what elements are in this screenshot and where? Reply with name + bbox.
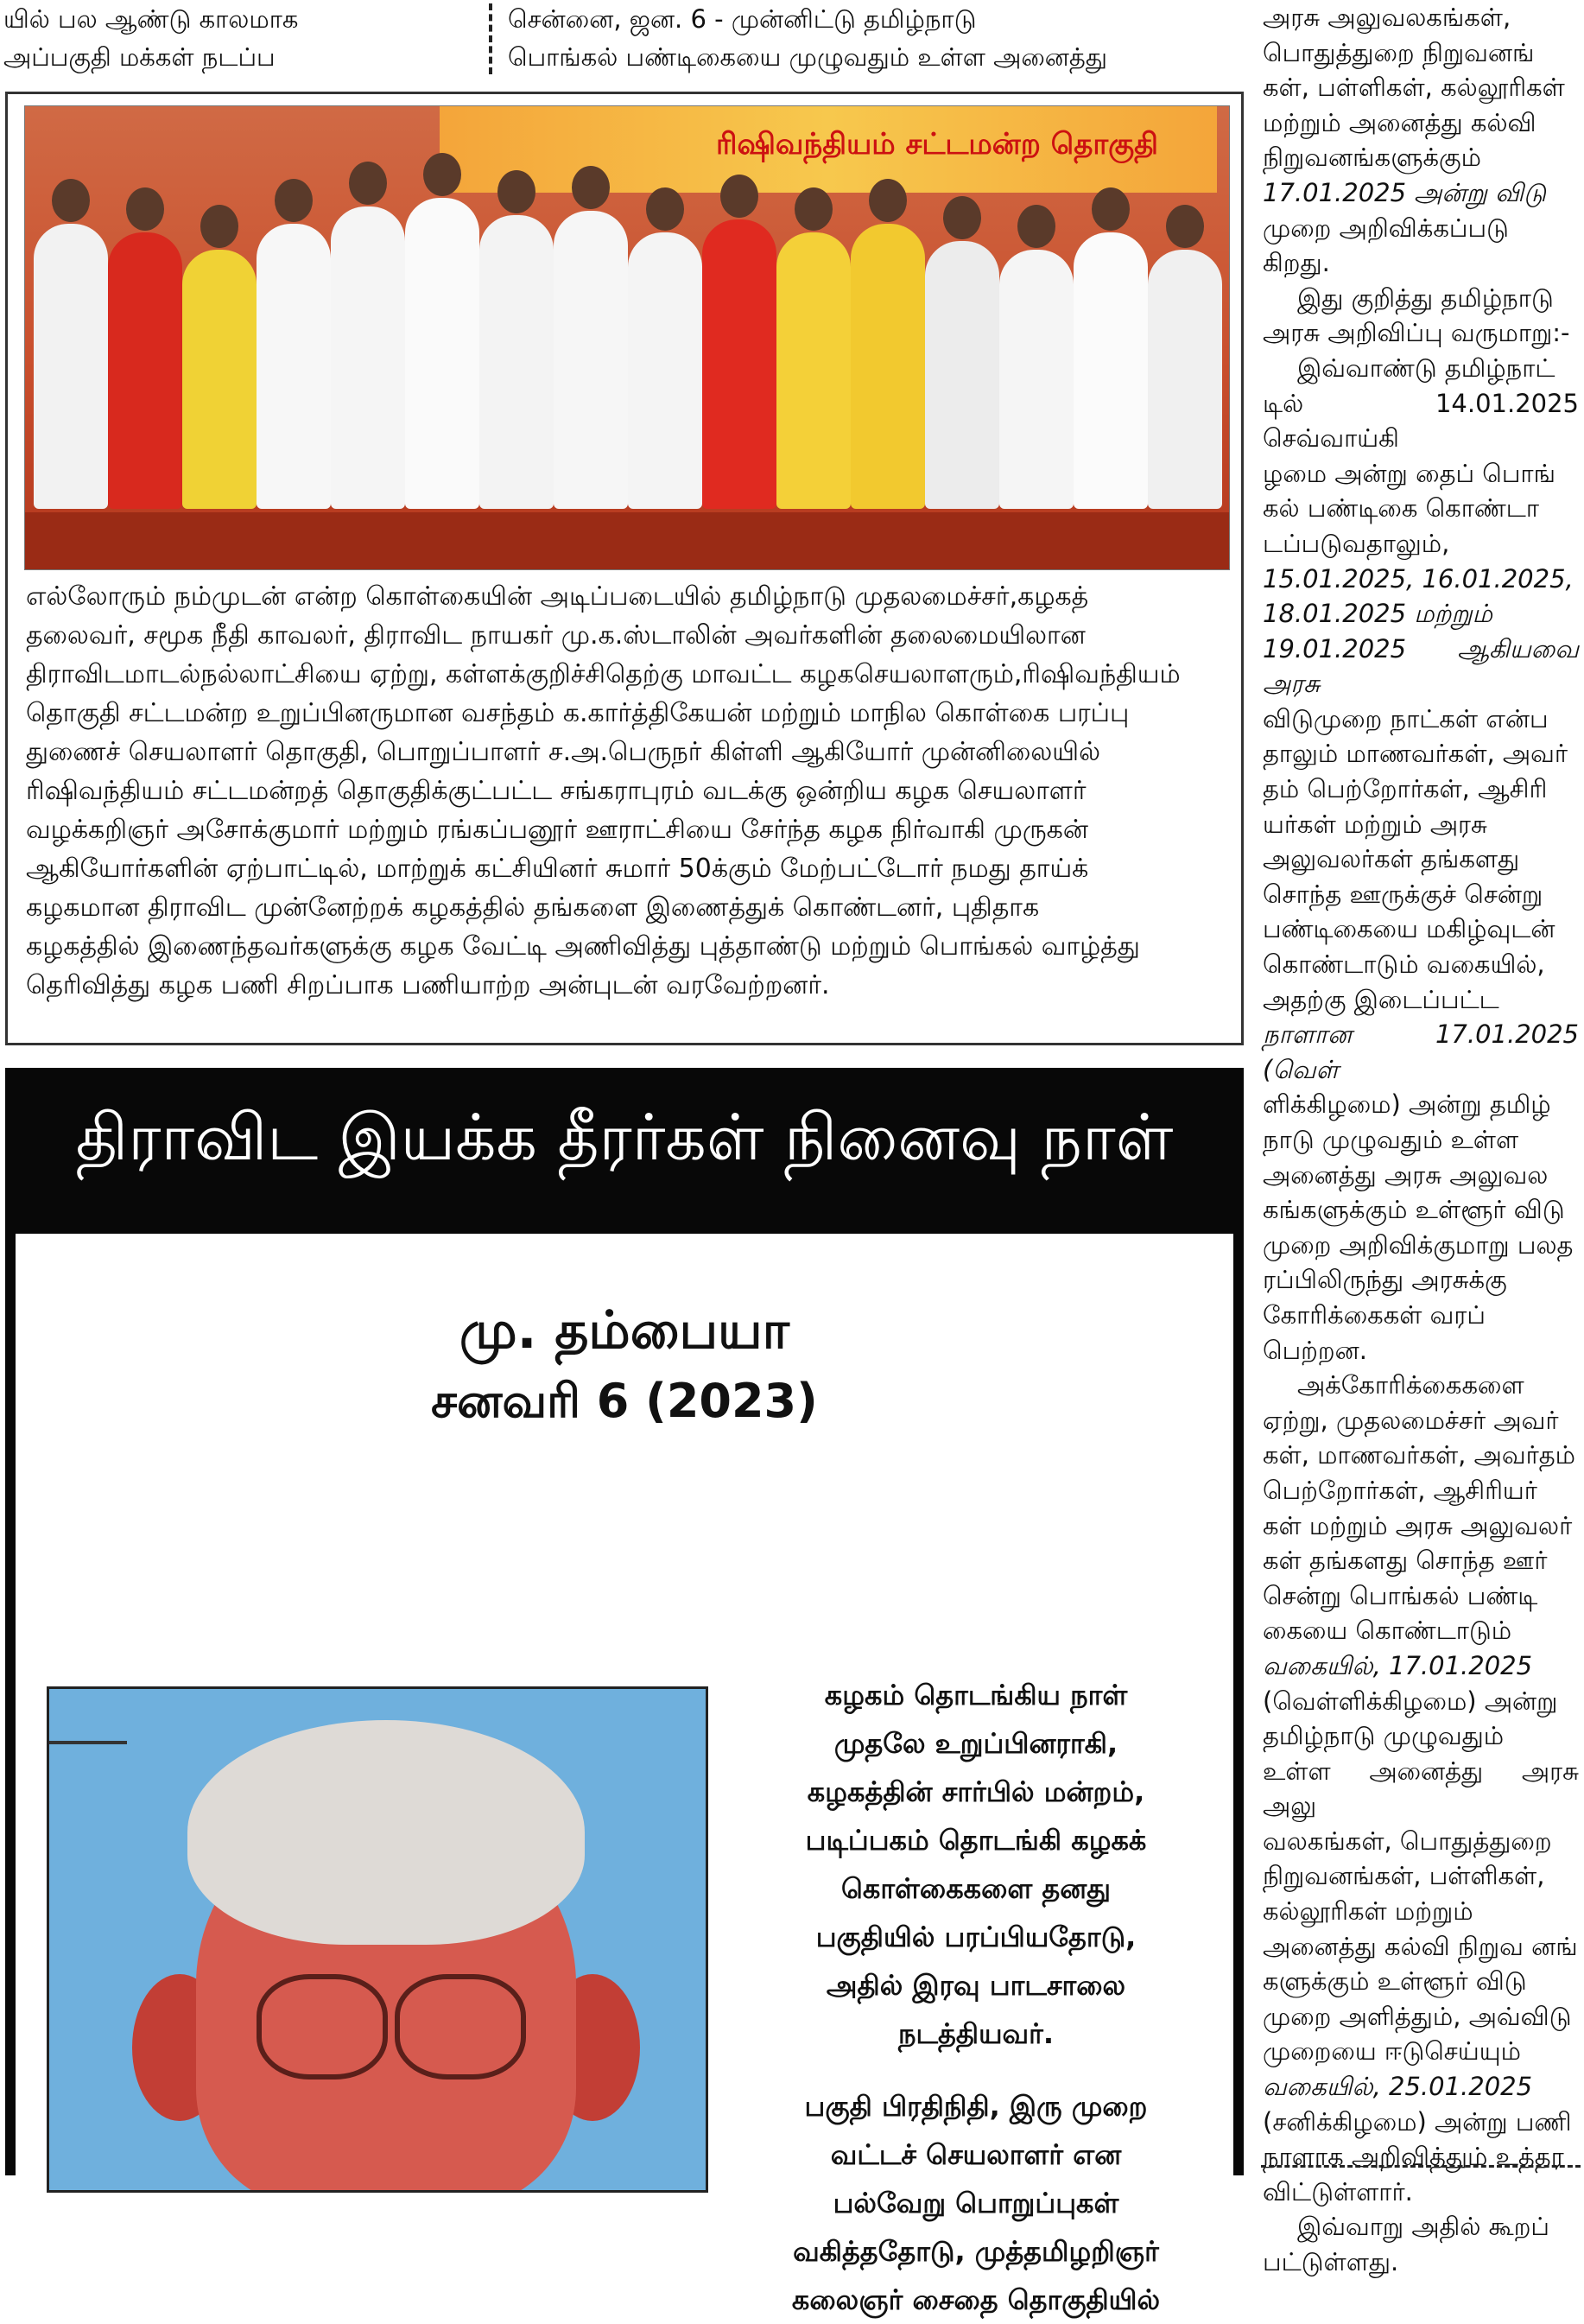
person-figure <box>1074 232 1148 509</box>
text-line: (சனிக்கிழமை) அன்று பணி <box>1263 2106 1572 2137</box>
caption-line: ரிஷிவந்தியம் சட்டமன்றத் தொகுதிக்குட்பட்ட சங்கராபுரம் வடக்கு ஒன்றிய கழக செயலாளர் <box>26 776 1087 806</box>
text-line: 18.01.2025 மற்றும் <box>1263 599 1492 629</box>
caption-line: கழகமான திராவிட முன்னேற்றக் கழகத்தில் தங்களை இணைத்துக் கொண்டனர், புதிதாக <box>26 892 1040 923</box>
text-line: 17.01.2025 அன்று விடு <box>1263 177 1546 207</box>
text-line: நாடு முழுவதும் உள்ள <box>1263 1125 1519 1154</box>
text-line: அனைத்து அரசு அலுவல <box>1263 1159 1549 1190</box>
person-figure <box>776 232 851 509</box>
caption-line: தலைவர், சமூக நீதி காவலர், திராவிட நாயகர் மு.க.ஸ்டாலின் அவர்களின் தலைமையிலான <box>26 620 1086 651</box>
top-middle-text-fragment <box>508 0 1242 76</box>
text-line: உள்ள அனைத்து அரசு அலு <box>1263 1756 1579 1821</box>
text-line: அனைத்து கல்வி நிறுவ னங் <box>1263 1931 1578 1961</box>
photo-stage <box>25 512 1229 569</box>
bio-line: அதில் இரவு பாடசாலை <box>826 1969 1126 2002</box>
caption-line: கழகத்தில் இணைந்தவர்களுக்கு கழக வேட்டி அணிவித்து புத்தாண்டு மற்றும் பொங்கல் வாழ்த்து <box>26 931 1140 962</box>
text-line: இவ்வாண்டு தமிழ்நாட் <box>1297 352 1555 383</box>
photo-caption <box>26 577 1235 1005</box>
bio-line: கழகத்தின் சார்பில் மன்றம், <box>807 1775 1145 1808</box>
caption-line: எல்லோரும் நம்முடன் என்ற கொள்கையின் அடிப்படையில் தமிழ்நாடு முதலமைச்சர்,கழகத் <box>26 581 1089 612</box>
bio-line: வகித்ததோடு, முத்தமிழறிஞர் <box>793 2235 1159 2268</box>
bio-line: முதலே உறுப்பினராகி, <box>833 1727 1118 1760</box>
caption-line: வழக்கறிஞர் அசோக்குமார் மற்றும் ரங்கப்பனூர் ஊராட்சியை சேர்ந்த கழக நிர்வாகி முருகன் <box>26 815 1088 845</box>
text-line: சென்னை, ஜன. 6 - முன்னிட்டு தமிழ்நாடு <box>508 4 977 34</box>
text-line: அலுவலர்கள் தங்களது <box>1263 844 1520 874</box>
bio-line: பல்வேறு பொறுப்புகள் <box>833 2187 1119 2219</box>
person-figure <box>257 224 331 509</box>
text-line: கிறது. <box>1263 248 1330 278</box>
memorial-date: சனவரி 6 (2023) <box>431 1374 818 1428</box>
text-line: விட்டுள்ளார். <box>1263 2176 1413 2207</box>
text-line: இது குறித்து தமிழ்நாடு <box>1297 283 1554 313</box>
person-figure <box>702 219 776 509</box>
text-line: முறை அறிவிக்குமாறு பலத <box>1263 1229 1574 1260</box>
person-figure <box>182 250 257 509</box>
text-line: நிறுவனங்கள், பள்ளிகள், <box>1263 1861 1545 1891</box>
memorial-portrait <box>47 1686 708 2193</box>
text-line: மற்றும் அனைத்து கல்வி <box>1263 107 1536 137</box>
text-line: கையை கொண்டாடும் <box>1263 1616 1512 1646</box>
person-figure <box>925 241 999 509</box>
person-figure <box>479 215 554 509</box>
caption-line: தொகுதி சட்டமன்ற உறுப்பினருமான வசந்தம் க.கார்த்திகேயன் மற்றும் மாநில கொள்கை பரப்பு <box>26 698 1130 728</box>
text-line: நாளான 17.01.2025 (வெள் <box>1263 1019 1579 1084</box>
text-line: முறை அளித்தும், அவ்விடு <box>1263 2001 1572 2031</box>
text-line: நாளாக அறிவித்தும் உத்தர <box>1263 2142 1564 2172</box>
bio-line: வட்டச் செயலாளர் என <box>830 2138 1122 2171</box>
bio-line: பகுதியில் பரப்பியதோடு, <box>815 1921 1137 1953</box>
text-line: சென்று பொங்கல் பண்டி <box>1263 1580 1538 1610</box>
right-news-column <box>1263 0 1579 2280</box>
text-line: (வெள்ளிக்கிழமை) அன்று <box>1263 1686 1558 1716</box>
text-line: தாலும் மாணவர்கள், அவர் <box>1263 739 1568 769</box>
bio-line: படிப்பகம் தொடங்கி கழகக் <box>805 1824 1147 1857</box>
text-line: கோரிக்கைகள் வரப் <box>1263 1299 1486 1330</box>
bio-line: நடத்தியவர். <box>898 2017 1054 2050</box>
text-line: கொண்டாடும் வகையில், <box>1263 949 1545 980</box>
person-figure <box>331 206 405 509</box>
text-line: அப்பகுதி மக்கள் நடப்ப <box>3 42 276 72</box>
text-line: கள் தங்களது சொந்த ஊர் <box>1263 1546 1548 1576</box>
person-figure <box>628 232 702 509</box>
text-line: முறையை ஈடுசெய்யும் <box>1263 2036 1521 2067</box>
event-photo <box>24 105 1230 570</box>
caption-line: திராவிடமாடல்நல்லாட்சியை ஏற்று, கள்ளக்குறிச்சிதெற்கு மாவட்ட கழகசெயலாளரும்,ரிஷிவந்தியம் <box>26 659 1181 689</box>
person-figure <box>108 232 182 509</box>
text-line: டப்படுவதாலும், <box>1263 528 1450 558</box>
text-line: வகையில், 25.01.2025 <box>1263 2072 1533 2102</box>
text-line: பொங்கல் பண்டிகையை முழுவதும் உள்ள அனைத்து <box>508 42 1107 72</box>
column-divider <box>489 3 492 74</box>
text-line: ரப்பிலிருந்து அரசுக்கு <box>1263 1265 1507 1295</box>
text-line: அரசு அலுவலகங்கள், <box>1263 3 1511 32</box>
text-line: 15.01.2025, 16.01.2025, <box>1263 563 1574 594</box>
person-figure <box>999 250 1074 509</box>
bio-line: கழகம் தொடங்கிய நாள் <box>824 1679 1128 1711</box>
text-line: களுக்கும் உள்ளூர் விடு <box>1263 1966 1527 1997</box>
text-line: பண்டிகையை மகிழ்வுடன் <box>1263 914 1555 944</box>
text-line: பெற்றோர்கள், ஆசிரியர் <box>1263 1475 1537 1505</box>
text-line: ளிக்கிழமை) அன்று தமிழ் <box>1263 1089 1551 1120</box>
caption-line: ஆகியோர்களின் ஏற்பாட்டில், மாற்றுக் கட்சியினர் சுமார் 50க்கும் மேற்பட்டோர் நமது தாய்க் <box>26 854 1089 884</box>
text-line: இவ்வாறு அதில் கூறப் <box>1297 2212 1550 2242</box>
text-line: சொந்த ஊருக்குச் சென்று <box>1263 879 1543 909</box>
text-line: யர்கள் மற்றும் அரசு <box>1263 809 1487 839</box>
text-line: தம் பெற்றோர்கள், ஆசிரி <box>1263 774 1548 804</box>
text-line: ஏற்று, முதலமைச்சர் அவர் <box>1263 1405 1559 1435</box>
memorial-name: மு. தம்பையா <box>459 1300 789 1361</box>
text-line: கல்லூரிகள் மற்றும் <box>1263 1896 1473 1927</box>
text-line: கள் மற்றும் அரசு அலுவலர் <box>1263 1510 1573 1540</box>
caption-line: தெரிவித்து கழக பணி சிறப்பாக பணியாற்ற அன்புடன் வரவேற்றனர். <box>26 970 830 1000</box>
memorial-bio <box>708 1671 1244 2324</box>
text-line: கள், மாணவர்கள், அவர்தம் <box>1263 1440 1575 1470</box>
text-line: அதற்கு இடைப்பட்ட <box>1263 984 1499 1014</box>
text-line: விடுமுறை நாட்கள் என்ப <box>1263 703 1549 733</box>
text-line: தமிழ்நாடு முழுவதும் <box>1263 1721 1505 1751</box>
text-line: அக்கோரிக்கைகளை <box>1297 1370 1524 1400</box>
text-line: கங்களுக்கும் உள்ளூர் விடு <box>1263 1195 1565 1225</box>
text-line: முறை அறிவிக்கப்படு <box>1263 213 1509 243</box>
person-figure <box>405 198 479 509</box>
column-end-divider <box>1261 2165 1581 2168</box>
text-line: ழமை அன்று தைப் பொங் <box>1263 458 1555 488</box>
bio-line: கொள்கைகளை தனது <box>840 1872 1112 1905</box>
text-line: பொதுத்துறை நிறுவனங் <box>1263 37 1535 67</box>
text-line: கள், பள்ளிகள், கல்லூரிகள் <box>1263 73 1565 103</box>
text-line: வகையில், 17.01.2025 <box>1263 1650 1533 1680</box>
bio-line: பகுதி பிரதிநிதி, இரு முறை <box>804 2090 1148 2123</box>
bio-line: கலைஞர் சைதை தொகுதியில் <box>791 2283 1161 2316</box>
text-line: வலகங்கள், பொதுத்துறை <box>1263 1826 1552 1856</box>
text-line: டில் 14.01.2025 செவ்வாய்கி <box>1263 388 1579 454</box>
text-line: அரசு அறிவிப்பு வருமாறு:- <box>1263 318 1570 348</box>
person-figure <box>34 224 108 509</box>
text-line: கல் பண்டிகை கொண்டா <box>1263 493 1540 524</box>
person-figure <box>851 224 925 509</box>
text-line: யில் பல ஆண்டு காலமாக <box>3 4 299 34</box>
top-left-text-fragment <box>3 0 487 76</box>
caption-line: துணைச் செயலாளர் தொகுதி, பொறுப்பாளர் ச.அ.பெருநர் கிள்ளி ஆகியோர் முன்னிலையில் <box>26 737 1101 767</box>
text-line: பட்டுள்ளது. <box>1263 2247 1399 2276</box>
text-line: நிறுவனங்களுக்கும் <box>1263 143 1481 173</box>
photo-banner-text: ரிஷிவந்தியம் சட்டமன்ற தொகுதி <box>716 127 1158 162</box>
text-line: 19.01.2025 ஆகியவை அரசு <box>1263 633 1579 699</box>
person-figure <box>554 211 628 509</box>
memorial-header-title: திராவிட இயக்க தீரர்கள் நினைவு நாள் <box>75 1101 1174 1175</box>
person-figure <box>1148 250 1222 509</box>
text-line: பெற்றன. <box>1263 1335 1367 1365</box>
